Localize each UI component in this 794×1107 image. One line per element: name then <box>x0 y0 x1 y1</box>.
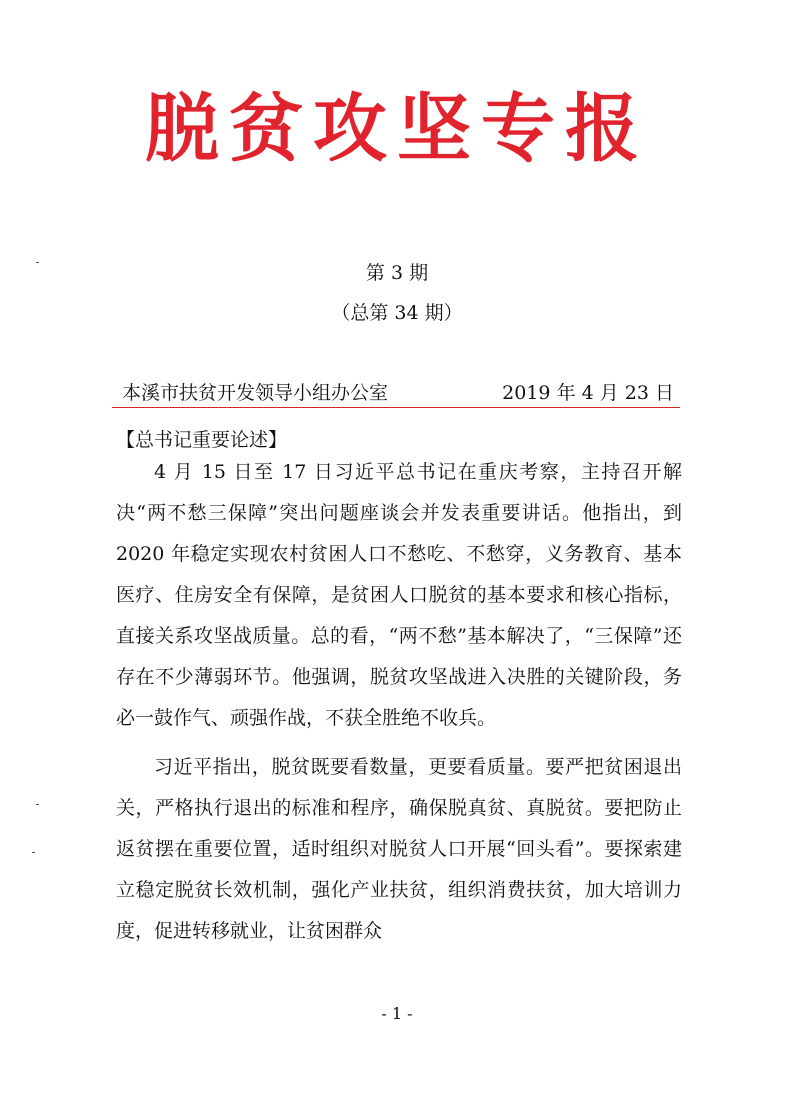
issue-date: 2019 年 4 月 23 日 <box>502 382 674 404</box>
issuer: 本溪市扶贫开发领导小组办公室 <box>122 382 389 404</box>
section-title: 【总书记重要论述】 <box>116 429 288 451</box>
masthead-title: 脱贫攻坚专报 <box>145 86 649 172</box>
issue-number: 第 3 期 <box>365 262 429 284</box>
scan-speck <box>36 262 39 263</box>
paragraph: 4 月 15 日至 17 日习近平总书记在重庆考察，主持召开解决“两不愁三保障”突出问题座谈会并发表重要讲话。他指出，到 2020 年稳定实现农村贫困人口不愁吃、不愁穿，义务教育、基本医疗、住房安全有保障，是贫困人口脱贫的基本要求和核心指标，直接关系攻坚战质量。总的看，“两不愁”基本解决了，“三保障”还存在不少薄弱环节。他强调，脱贫攻坚战进入决胜的关键阶段，务必一鼓作气、顽强作战，不获全胜绝不收兵。 <box>116 461 682 729</box>
paragraph: 习近平指出，脱贫既要看数量，更要看质量。要严把贫困退出关，严格执行退出的标准和程序，确保脱真贫、真脱贫。要把防止返贫摆在重要位置，适时组织对脱贫人口开展“回头看”。要探索建立稳定脱贫长效机制，强化产业扶贫，组织消费扶贫，加大培训力度，促进转移就业，让贫困群众 <box>116 756 682 942</box>
scan-speck <box>36 804 39 805</box>
scan-speck <box>32 852 35 853</box>
page-number: - 1 - <box>381 1004 413 1023</box>
article-body <box>116 452 682 960</box>
red-divider <box>112 407 680 408</box>
issue-total: （总第 34 期） <box>331 302 463 324</box>
meta-row <box>122 378 674 404</box>
